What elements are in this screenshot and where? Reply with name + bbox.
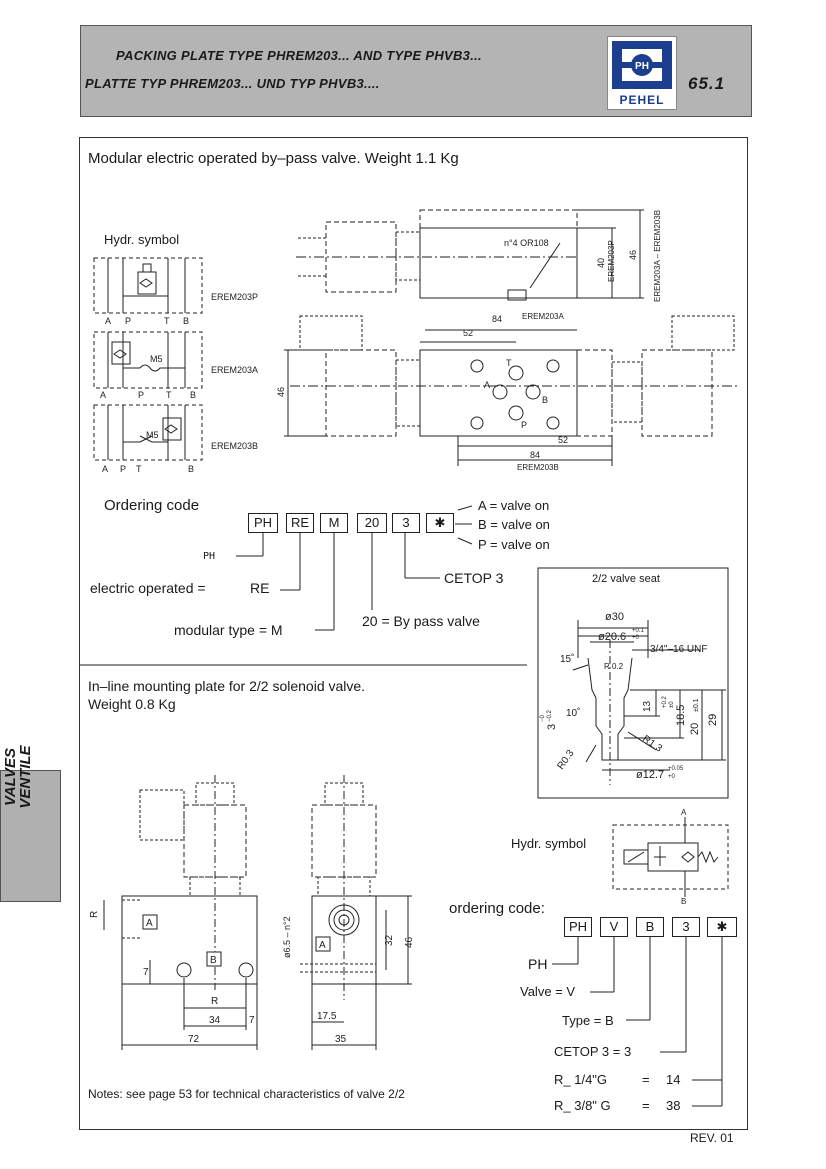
dim-84-bottom: 84 (530, 450, 541, 460)
ordering-code-label: Ordering code (104, 497, 200, 514)
logo-text: PEHEL (619, 93, 665, 107)
label-erem203p-v: EREM203P (607, 240, 616, 282)
sym2-port-a: A (100, 390, 107, 400)
sym3-port-p: P (120, 464, 127, 474)
order2-r38-label: R_ 3/8" G (554, 1098, 611, 1113)
symbol-erem203a-label: EREM203A (211, 365, 259, 375)
hydr-symbol-22-icon (613, 817, 728, 897)
dim-40: 40 (596, 257, 606, 268)
order2-box-v: V (600, 917, 628, 937)
hydr2-port-a: A (681, 808, 687, 817)
plate-dim-r: R (211, 996, 219, 1007)
option-a: A = valve on (478, 498, 550, 513)
revision: REV. 01 (690, 1131, 734, 1145)
order2-r14-val: 14 (666, 1072, 681, 1087)
plate-port-b: B (210, 955, 217, 966)
plate-dim72: 72 (188, 1034, 200, 1045)
plate-port-a: A (146, 918, 153, 929)
notes: Notes: see page 53 for technical characteristics of valve 2/2 (88, 1087, 405, 1101)
order-box-star: ✱ (426, 513, 454, 533)
bypass-valve-side-view (296, 210, 644, 300)
section2-title-line1: In–line mounting plate for 2/2 solenoid valve. (88, 678, 366, 694)
plate-dim7: 7 (143, 967, 149, 978)
ph-label: PH (203, 551, 216, 562)
order2-type: Type = B (562, 1013, 614, 1028)
order2-ph: PH (528, 956, 548, 972)
port-p-label: P (521, 420, 528, 430)
plate-dim-phi: ø6.5 – n°2 (282, 916, 292, 958)
section2-title-line2: Weight 0.8 Kg (88, 696, 176, 712)
cetop3-label: CETOP 3 (444, 570, 504, 586)
order2-r14-label: R_ 1/4"G (554, 1072, 608, 1087)
seat-dim3-tol-hi: −0 (540, 715, 546, 722)
page-number: 65.1 (688, 74, 726, 93)
plate-dim46: 46 (404, 936, 415, 948)
seat-dim18-5: 18.5 (675, 704, 687, 726)
label-erem203a: EREM203A (522, 312, 564, 321)
header-title-line1: PACKING PLATE TYPE PHREM203... AND TYPE PHVB3... (116, 48, 482, 63)
logo-mark-text: PH (635, 61, 649, 72)
sym1-port-b: B (183, 316, 190, 326)
seat-dim20-tol: ±0.1 (693, 698, 700, 712)
bypass-label: 20 = By pass valve (362, 613, 480, 629)
order-box-20: 20 (357, 513, 387, 533)
order2-r38-val: 38 (666, 1098, 681, 1113)
sym1-port-a: A (105, 316, 112, 326)
plate-dim7b: 7 (249, 1015, 255, 1026)
dim-84-top: 84 (492, 314, 503, 324)
electric-value: RE (250, 580, 270, 596)
order-box-ph: PH (248, 513, 278, 533)
seat-d20-6: ø20.6 (598, 631, 627, 643)
order2-cetop: CETOP 3 = 3 (554, 1044, 632, 1059)
plate-dim34: 34 (209, 1015, 221, 1026)
hydr2-port-b: B (681, 897, 687, 906)
seat-r13: R1.3 (640, 733, 664, 755)
section1-hydr-symbol-title: Hydr. symbol (104, 232, 180, 247)
seat-dim3-tol-lo: −0.2 (547, 710, 553, 722)
seat-r03: R0.3 (555, 748, 577, 772)
label-erem203ab-v: EREM203A – EREM203B (653, 209, 662, 302)
seat-d20-6-tol-lo: +0 (632, 635, 639, 641)
order2-box-3: 3 (672, 917, 700, 937)
sym2-port-p: P (138, 390, 145, 400)
order-box-3: 3 (392, 513, 420, 533)
sym3-port-b: B (188, 464, 195, 474)
plate-dim35: 35 (335, 1034, 347, 1045)
seat-dim20: 20 (689, 722, 701, 735)
inline-plate-side-view (104, 775, 257, 1050)
seat-d30: ø30 (605, 611, 624, 623)
oring-label: n°4 OR108 (504, 238, 549, 248)
side-tab-line1: VALVES (2, 747, 19, 807)
dim-46-left: 46 (276, 386, 286, 397)
seat-d12-7-tol-hi: +0.05 (668, 766, 684, 772)
dim-52-bottom: 52 (558, 435, 569, 445)
header-title-line2: PLATTE TYP PHREM203... UND TYP PHVB3.... (85, 76, 380, 91)
symbol-erem203p-label: EREM203P (211, 292, 259, 302)
seat-d20-6-tol-hi: +0.1 (632, 628, 644, 634)
modular-label: modular type = M (174, 622, 283, 638)
seat-d12-7: ø12.7 (636, 769, 665, 781)
sym2-port-b: B (190, 390, 197, 400)
hydr-symbol-erem203p-icon (94, 258, 202, 313)
section2-hydr-symbol-title: Hydr. symbol (511, 836, 587, 851)
port-b-label: B (542, 395, 549, 405)
seat-dim29: 29 (707, 713, 719, 726)
order2-box-star: ✱ (707, 917, 737, 937)
order2-valve: Valve = V (520, 984, 576, 999)
electric-label: electric operated = (90, 580, 206, 596)
order2-r14-eq: = (642, 1072, 650, 1087)
port-a-label: A (484, 380, 491, 390)
option-b: B = valve on (478, 517, 550, 532)
sym2-port-t: T (166, 390, 172, 400)
plate-port-a2: A (319, 940, 326, 951)
label-erem203b: EREM203B (517, 463, 559, 472)
plate-dim17-5: 17.5 (317, 1011, 337, 1022)
seat-d12-7-tol-lo: +0 (668, 774, 675, 780)
valve-seat-title: 2/2 valve seat (592, 573, 660, 585)
order-box-re: RE (286, 513, 314, 533)
side-tab-line2: VENTILE (17, 745, 34, 809)
sym1-port-p: P (125, 316, 132, 326)
port-t-label: T (506, 358, 512, 368)
seat-dim3: 3 (546, 723, 558, 730)
sym3-tag: M5 (146, 430, 159, 440)
sym2-tag: M5 (150, 354, 163, 364)
seat-dim13: 13 (642, 700, 653, 712)
order2-r38-eq: = (642, 1098, 650, 1113)
sym3-port-t: T (136, 464, 142, 474)
hydr-symbol-erem203a-icon (94, 332, 202, 388)
seat-angle15: 15˚ (560, 654, 575, 665)
order2-box-ph: PH (564, 917, 592, 937)
sym3-port-a: A (102, 464, 109, 474)
plate-dim32: 32 (384, 934, 395, 946)
seat-angle10: 10˚ (566, 708, 581, 719)
inline-plate-front-view (300, 775, 412, 1050)
seat-dim13-tol-hi: +0.2 (662, 696, 668, 708)
seat-r02: R 0.2 (604, 662, 624, 671)
dim-46-top: 46 (628, 249, 638, 260)
option-p: P = valve on (478, 537, 550, 552)
order-box-m: M (320, 513, 348, 533)
bypass-valve-front-view (284, 316, 740, 466)
symbol-erem203b-label: EREM203B (211, 441, 259, 451)
dim-52-top: 52 (463, 328, 474, 338)
seat-dim13-tol-lo: ±0 (669, 701, 675, 708)
ordering2-label: ordering code: (449, 900, 545, 917)
section1-title: Modular electric operated by–pass valve. Weight 1.1 Kg (88, 150, 459, 167)
seat-thread: 3/4"–16 UNF (650, 644, 708, 655)
sym1-port-t: T (164, 316, 170, 326)
order2-box-b: B (636, 917, 664, 937)
plate-label-r: R (89, 910, 100, 918)
